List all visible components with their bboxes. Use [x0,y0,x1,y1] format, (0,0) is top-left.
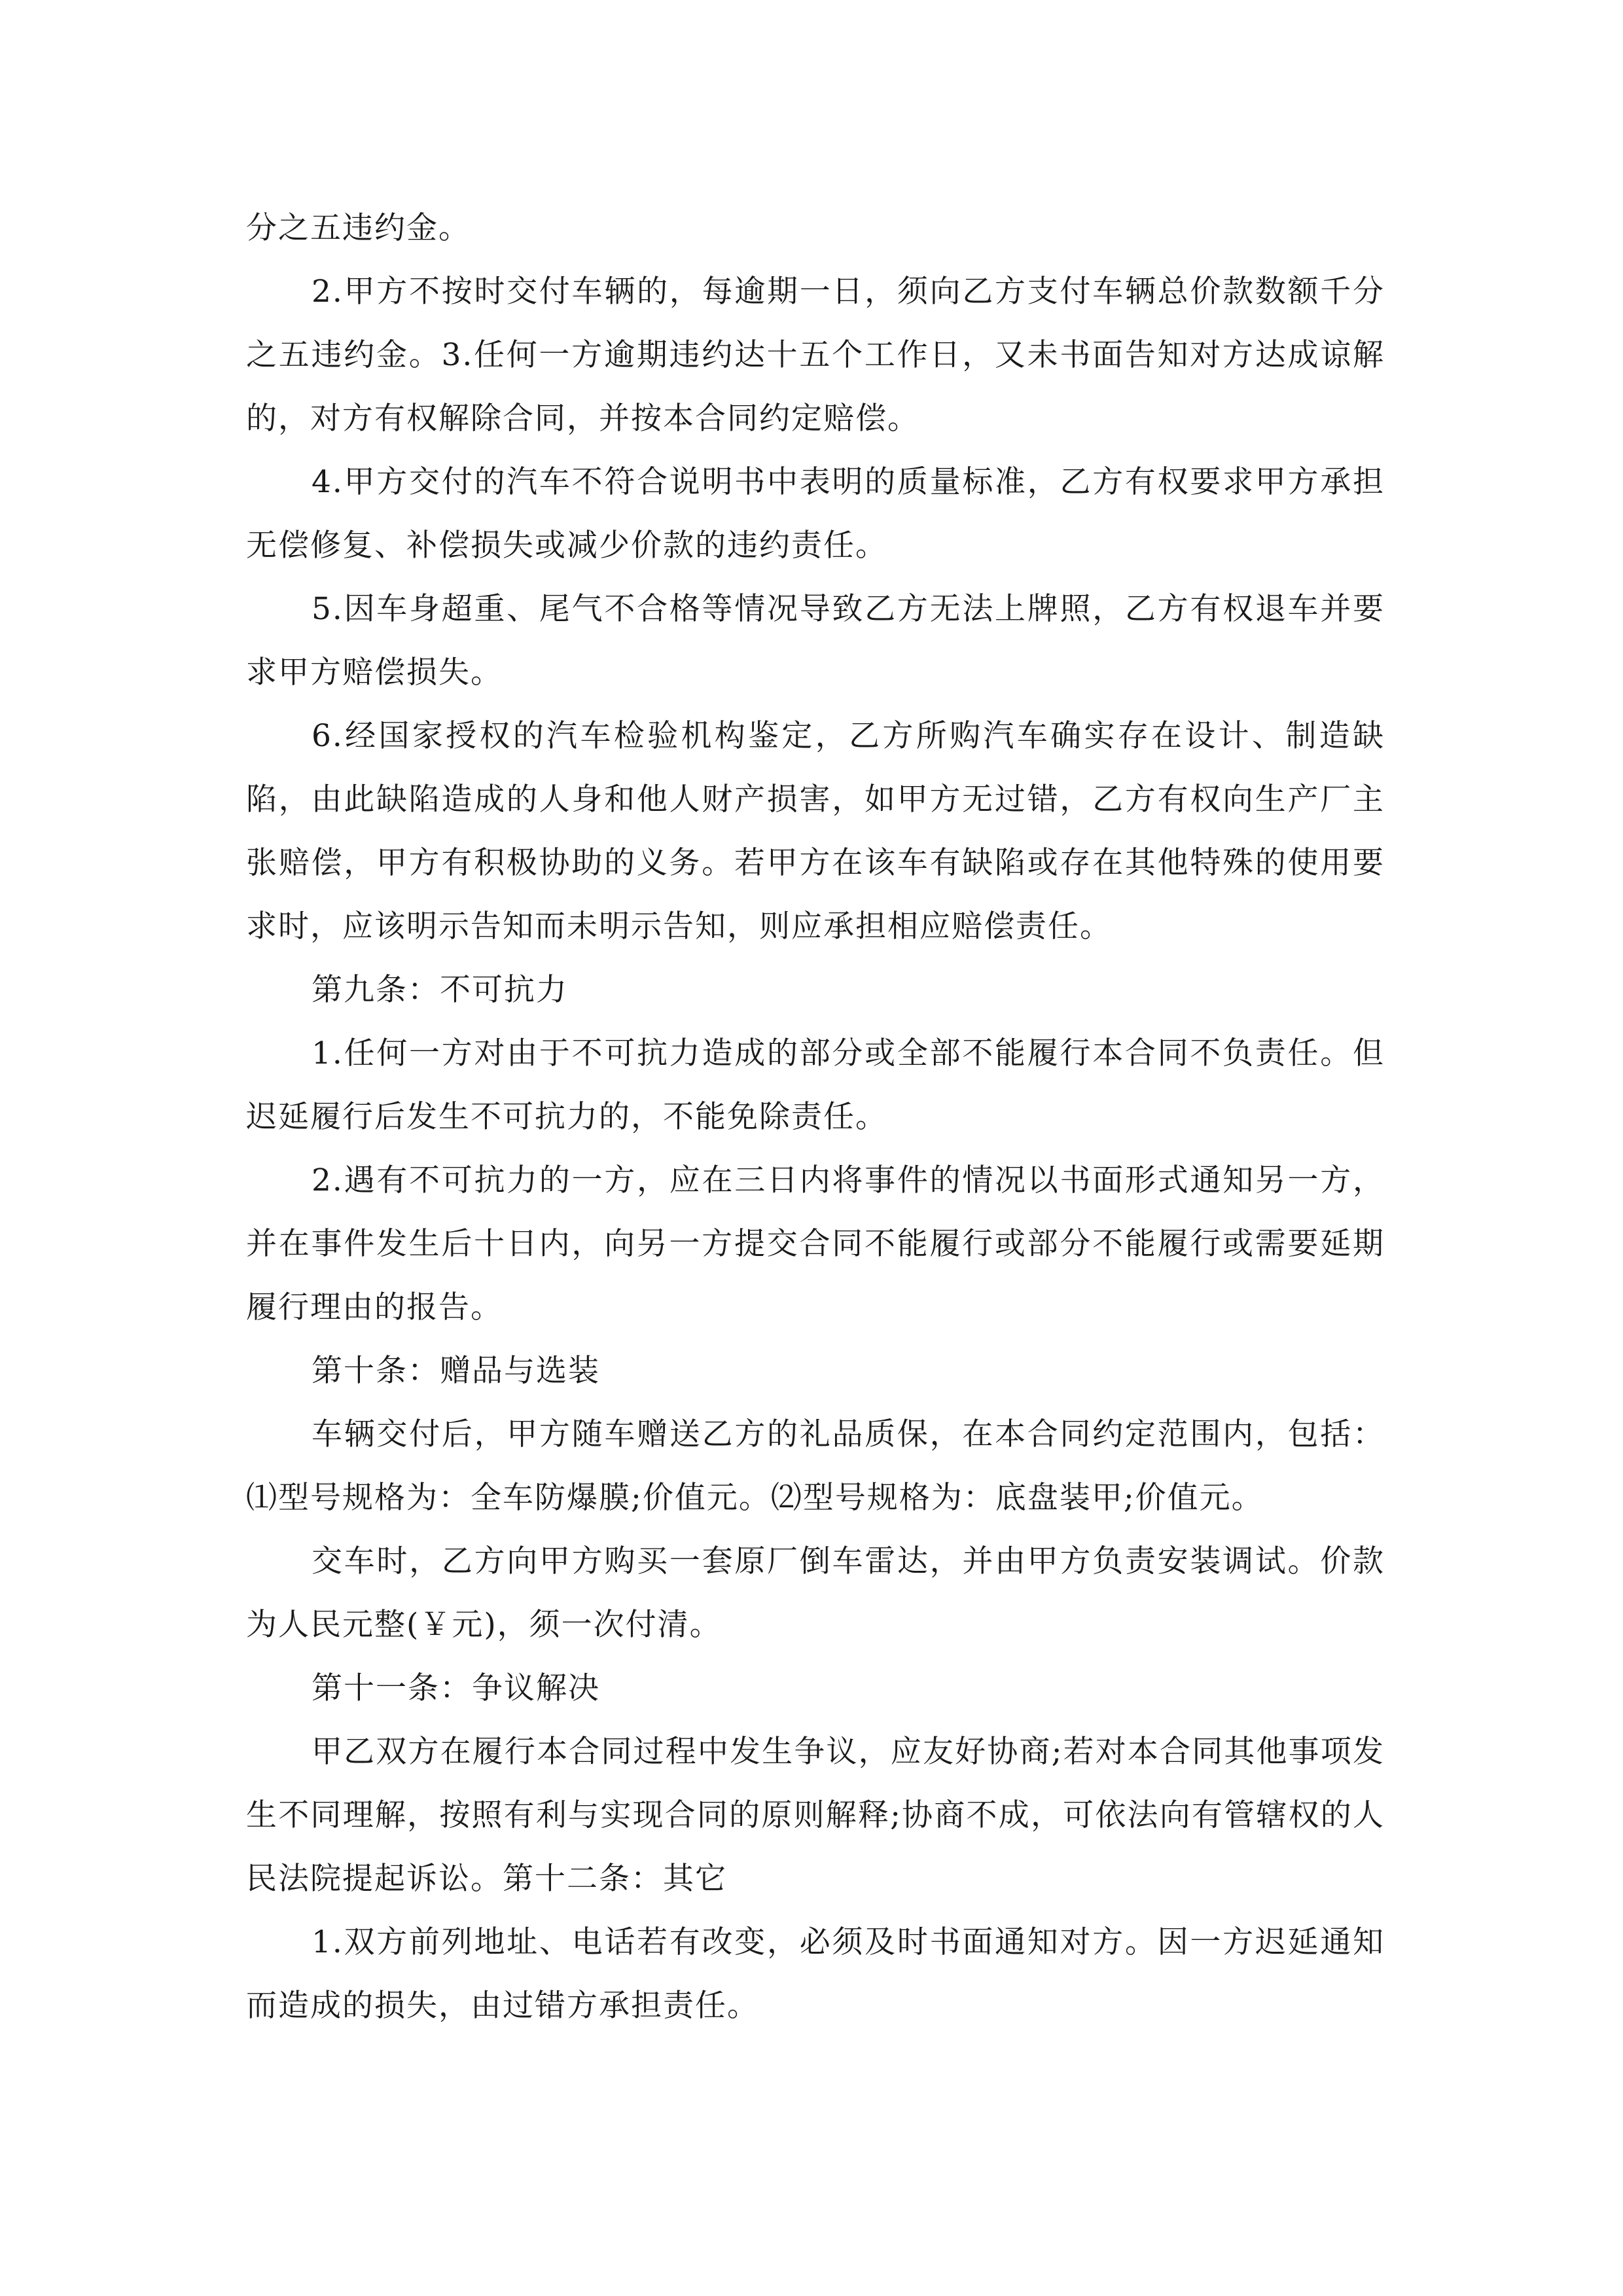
paragraph-clause-5: 5.因车身超重、尾气不合格等情况导致乙方无法上牌照，乙方有权退车并要求甲方赔偿损失。 [246,591,1385,691]
contract-body [246,196,1385,2037]
paragraph-clause-4: 4.甲方交付的汽车不符合说明书中表明的质量标准，乙方有权要求甲方承担无偿修复、补偿损失或减少价款的违约责任。 [246,464,1385,564]
paragraph-gifts: 车辆交付后，甲方随车赠送乙方的礼品质保，在本合同约定范围内，包括：⑴型号规格为：全车防爆膜;价值元。⑵型号规格为：底盘装甲;价值元。 [246,1416,1385,1516]
paragraph-dispute-resolution: 甲乙双方在履行本合同过程中发生争议，应友好协商;若对本合同其他事项发生不同理解，按照有利与实现合同的原则解释;协商不成，可依法向有管辖权的人民法院提起诉讼。第十二条：其它 [246,1734,1385,1897]
heading-article-10: 第十条：赠品与选装 [312,1353,600,1389]
paragraph-penalty-continued: 分之五违约金。 [246,210,471,246]
paragraph-clause-6: 6.经国家授权的汽车检验机构鉴定，乙方所购汽车确实存在设计、制造缺陷，由此缺陷造成的人身和他人财产损害，如甲方无过错，乙方有权向生产厂主张赔偿，甲方有积极协助的义务。若甲方在该车有缺陷或存在其他特殊的使用要求时，应该明示告知而未明示告知，则应承担相应赔偿责任。 [246,718,1385,944]
paragraph-other-1: 1.双方前列地址、电话若有改变，必须及时书面通知对方。因一方迟延通知而造成的损失，由过错方承担责任。 [246,1924,1385,2024]
heading-article-9: 第九条：不可抗力 [312,972,568,1008]
paragraph-optional-equipment: 交车时，乙方向甲方购买一套原厂倒车雷达，并由甲方负责安装调试。价款为人民元整(￥元)，须一次付清。 [246,1543,1385,1643]
paragraph-force-majeure-1: 1.任何一方对由于不可抗力造成的部分或全部不能履行本合同不负责任。但迟延履行后发生不可抗力的，不能免除责任。 [246,1035,1385,1135]
heading-article-11: 第十一条：争议解决 [312,1670,600,1706]
paragraph-force-majeure-2: 2.遇有不可抗力的一方，应在三日内将事件的情况以书面形式通知另一方，并在事件发生后十日内，向另一方提交合同不能履行或部分不能履行或需要延期履行理由的报告。 [246,1162,1385,1325]
paragraph-clause-2: 2.甲方不按时交付车辆的，每逾期一日，须向乙方支付车辆总价款数额千分之五违约金。3.任何一方逾期违约达十五个工作日，又未书面告知对方达成谅解的，对方有权解除合同，并按本合同约定赔偿。 [246,274,1385,437]
